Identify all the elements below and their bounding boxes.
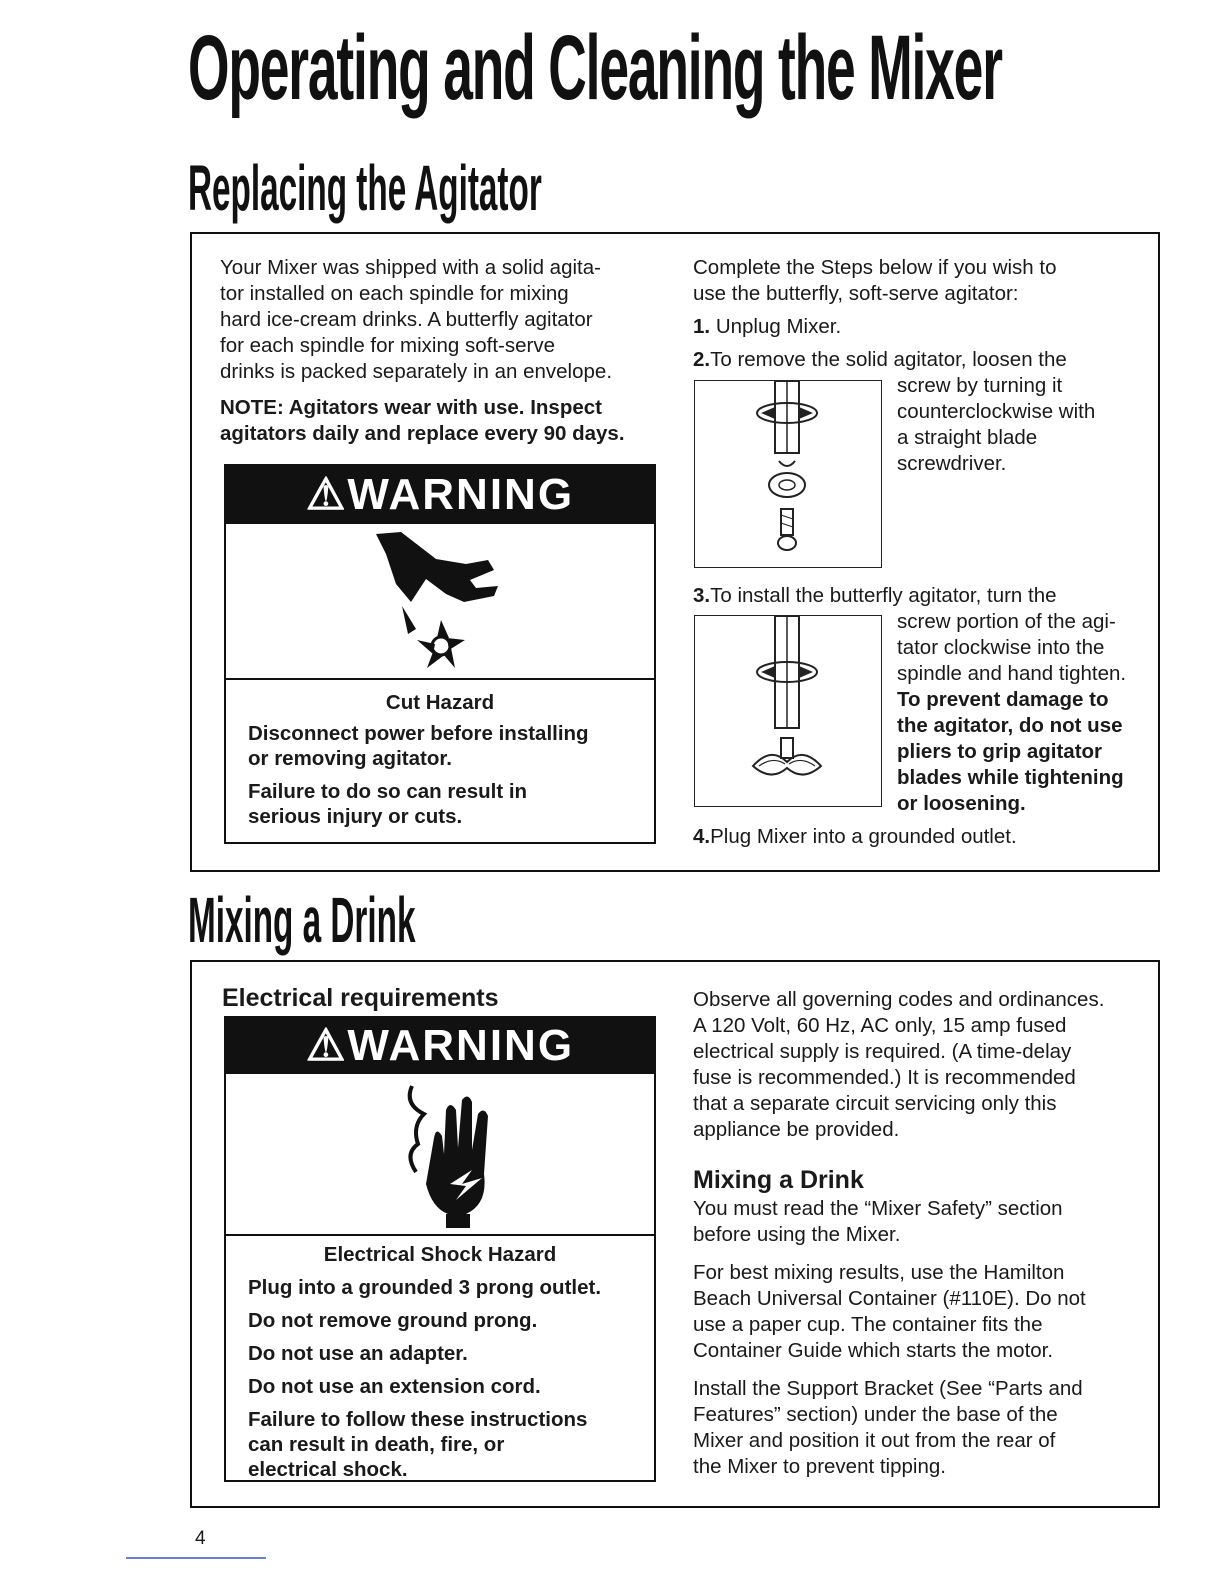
codes-line: Observe all governing codes and ordinances.	[693, 988, 1105, 1011]
instruction-line: Beach Universal Container (#110E). Do not	[693, 1287, 1086, 1310]
step-4	[693, 824, 1153, 850]
step-text: Unplug Mixer.	[715, 315, 842, 338]
step-text: tator clockwise into the	[897, 636, 1105, 659]
step-text: To remove the solid agitator, loosen the	[710, 348, 1067, 371]
solid-agitator-figure	[694, 380, 882, 568]
electrical-codes	[693, 987, 1155, 1143]
step-text: a straight blade	[897, 426, 1038, 449]
step-number: 4.	[693, 825, 711, 848]
codes-line: appliance be provided.	[693, 1118, 900, 1141]
warning-line: can result in death, fire, or	[248, 1433, 505, 1456]
step-number: 2.	[693, 348, 711, 371]
intro-line: Your Mixer was shipped with a solid agita-	[220, 256, 601, 279]
warning-line: Do not use an extension cord.	[248, 1375, 541, 1398]
codes-line: electrical supply is required. (A time-delay	[693, 1040, 1072, 1063]
steps-intro-line: Complete the Steps below if you wish to	[693, 256, 1057, 279]
footer-rule	[126, 1557, 266, 1559]
mixing-instructions	[693, 1196, 1155, 1480]
warning-label: WARNING	[347, 1021, 575, 1070]
step-text: spindle and hand tighten.	[897, 662, 1127, 685]
solid-agitator-exploded-icon	[695, 381, 881, 567]
shock-hazard-message	[226, 1236, 654, 1482]
codes-line: fuse is recommended.) It is recommended	[693, 1066, 1076, 1089]
step-text: To install the butterfly agitator, turn the	[710, 584, 1057, 607]
warning-banner	[226, 466, 654, 524]
shock-hazard-pictogram	[226, 1074, 654, 1236]
warning-triangle-icon: ⚠	[305, 1021, 348, 1070]
steps-intro-line: use the butterfly, soft-serve agitator:	[693, 282, 1019, 305]
hazard-title: Cut Hazard	[385, 691, 495, 714]
instruction-line: before using the Mixer.	[693, 1223, 901, 1246]
cut-hazard-pictogram	[226, 524, 654, 680]
warning-line: Plug into a grounded 3 prong outlet.	[248, 1276, 602, 1299]
intro-line: hard ice-cream drinks. A butterfly agitator	[220, 308, 593, 331]
step-number: 3.	[693, 584, 711, 607]
instruction-line: use a paper cup. The container fits the	[693, 1313, 1043, 1336]
warning-label: WARNING	[347, 470, 575, 519]
steps-intro	[693, 255, 1153, 307]
step-text: screw by turning it	[897, 374, 1063, 397]
instruction-line: Install the Support Bracket (See “Parts and	[693, 1377, 1083, 1400]
codes-line: that a separate circuit servicing only this	[693, 1092, 1057, 1115]
note-line: NOTE: Agitators wear with use. Inspect	[220, 396, 602, 419]
codes-line: A 120 Volt, 60 Hz, AC only, 15 amp fused	[693, 1014, 1067, 1037]
intro-line: tor installed on each spindle for mixing	[220, 282, 569, 305]
warning-banner	[226, 1018, 654, 1074]
warning-line: electrical shock.	[248, 1458, 408, 1481]
step-3-first	[693, 583, 1153, 609]
warning-line: Failure to do so can result in	[248, 780, 528, 803]
page-number: 4	[195, 1528, 206, 1549]
shock-hazard-warning	[224, 1016, 656, 1482]
warning-triangle-icon: ⚠	[305, 470, 348, 519]
step-1	[693, 314, 1153, 340]
butterfly-agitator-figure	[694, 615, 882, 807]
step-caution: blades while tightening	[897, 766, 1124, 789]
page-title: Operating and Cleaning the Mixer	[188, 17, 1002, 119]
intro-line: drinks is packed separately in an envelope.	[220, 360, 613, 383]
step-caution: or loosening.	[897, 792, 1026, 815]
section-heading-mixing: Mixing a Drink	[188, 884, 416, 956]
warning-line: Do not remove ground prong.	[248, 1309, 538, 1332]
cut-hazard-message	[226, 680, 654, 829]
instruction-line: the Mixer to prevent tipping.	[693, 1455, 946, 1478]
step-text: screw portion of the agi-	[897, 610, 1116, 633]
instruction-line: Mixer and position it out from the rear of	[693, 1429, 1056, 1452]
step-text: Plug Mixer into a grounded outlet.	[710, 825, 1017, 848]
instruction-line: You must read the “Mixer Safety” section	[693, 1197, 1063, 1220]
replacing-intro	[220, 255, 660, 447]
hand-and-blade-icon	[226, 524, 654, 678]
cut-hazard-warning	[224, 464, 656, 844]
warning-line: serious injury or cuts.	[248, 805, 463, 828]
step-caution: pliers to grip agitator	[897, 740, 1103, 763]
hand-shock-icon	[226, 1074, 654, 1234]
step-2-first	[693, 347, 1153, 373]
warning-line: or removing agitator.	[248, 747, 452, 770]
step-text: counterclockwise with	[897, 400, 1096, 423]
instruction-line: Features” section) under the base of the	[693, 1403, 1058, 1426]
step-text: screwdriver.	[897, 452, 1007, 475]
step-caution: To prevent damage to	[897, 688, 1109, 711]
intro-line: for each spindle for mixing soft-serve	[220, 334, 555, 357]
warning-line: Disconnect power before installing	[248, 722, 589, 745]
mixing-a-drink-subheading: Mixing a Drink	[693, 1166, 864, 1194]
electrical-requirements-heading: Electrical requirements	[222, 984, 499, 1012]
butterfly-agitator-install-icon	[695, 616, 881, 806]
step-number: 1.	[693, 315, 711, 338]
note-line: agitators daily and replace every 90 days.	[220, 422, 625, 445]
step-2-rest	[897, 373, 1157, 477]
hazard-title: Electrical Shock Hazard	[323, 1243, 557, 1266]
warning-line: Do not use an adapter.	[248, 1342, 468, 1365]
step-3-rest	[897, 609, 1159, 817]
step-caution: the agitator, do not use	[897, 714, 1123, 737]
instruction-line: Container Guide which starts the motor.	[693, 1339, 1054, 1362]
instruction-line: For best mixing results, use the Hamilton	[693, 1261, 1065, 1284]
section-heading-replacing: Replacing the Agitator	[188, 152, 542, 224]
warning-line: Failure to follow these instructions	[248, 1408, 588, 1431]
